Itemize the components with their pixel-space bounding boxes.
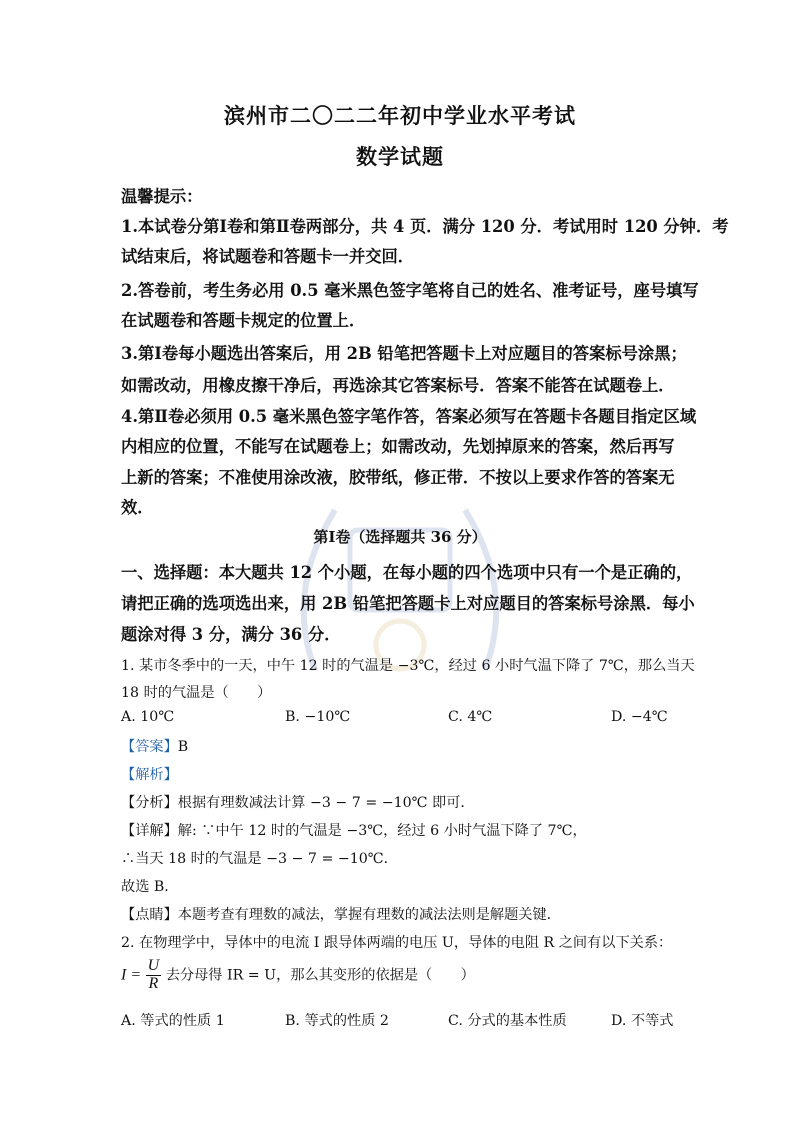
notice-line: 效． xyxy=(121,498,154,517)
q1-comment xyxy=(121,904,561,924)
q1-detail xyxy=(121,820,587,840)
notice-line: 1.本试卷分第Ⅰ卷和第Ⅱ卷两部分，共 4 页．满分 120 分．考试用时 120 分钟．考 xyxy=(121,217,729,236)
exam-title: 滨州市二〇二二年初中学业水平考试 xyxy=(224,103,576,128)
fraction-numerator: U xyxy=(147,957,160,974)
q2-option-c: C. 分式的基本性质 xyxy=(448,1013,567,1029)
comment-text: 本题考查有理数的减法，掌握有理数的减法法则是解题关键． xyxy=(177,907,561,923)
q1-stem: 18 时的气温是（ ） xyxy=(121,685,272,701)
answer-value: B xyxy=(177,739,189,755)
q2-stem: 2. 在物理学中，导体中的电流 I 跟导体两端的电压 U，导体的电阻 R 之间有以下关系： xyxy=(121,935,673,951)
notice-line: 2.答卷前，考生务必用 0.5 毫米黑色签字笔将自己的姓名、准考证号，座号填写 xyxy=(121,281,699,300)
notice-line: 在试题卷和答题卡规定的位置上． xyxy=(121,311,366,330)
fraction xyxy=(146,958,162,993)
notice-line: 4.第Ⅱ卷必须用 0.5 毫米黑色签字笔作答，答案必须写在答题卡各题目指定区域 xyxy=(121,407,697,426)
notice-line: 如需改动，用橡皮擦干净后，再选涂其它答案标号．答案不能答在试题卷上． xyxy=(121,376,675,395)
notice-line: 上新的答案；不准使用涂改液，胶带纸，修正带．不按以上要求作答的答案无 xyxy=(121,468,675,487)
comment-tag: 【点睛】 xyxy=(121,907,178,923)
notice-line: 3.第Ⅰ卷每小题选出答案后，用 2B 铅笔把答题卡上对应题目的答案标号涂黑； xyxy=(121,344,687,363)
q1-therefore: ∴当天 18 时的气温是 −3 − 7 = −10℃． xyxy=(121,851,398,867)
q1-option-c: C. 4℃ xyxy=(448,709,493,725)
fraction-denominator: R xyxy=(148,974,159,992)
notice-heading: 温馨提示： xyxy=(121,187,203,206)
section-intro: 题涂对得 3 分，满分 36 分． xyxy=(121,625,341,644)
q2-option-b: B. 等式的性质 2 xyxy=(285,1013,389,1029)
section-title: 第Ⅰ卷（选择题共 36 分） xyxy=(313,528,487,546)
answer-tag: 【答案】 xyxy=(121,739,178,755)
analysis-tag: 【解析】 xyxy=(121,767,178,783)
q1-option-a: A. 10℃ xyxy=(121,709,175,725)
fenxi-tag: 【分析】 xyxy=(121,795,178,811)
formula-lhs: I = xyxy=(121,966,142,984)
notice-line: 内相应的位置，不能写在试题卷上；如需改动，先划掉原来的答案，然后再写 xyxy=(121,437,675,456)
q2-stem2: 去分母得 IR = U，那么其变形的依据是（ ） xyxy=(165,967,475,984)
q1-analysis xyxy=(121,792,475,812)
section-intro: 请把正确的选项选出来，用 2B 铅笔把答题卡上对应题目的答案标号涂黑．每小 xyxy=(121,594,695,613)
detail-tag: 【详解】 xyxy=(121,823,178,839)
q1-stem: 1. 某市冬季中的一天，中午 12 时的气温是 −3℃，经过 6 小时气温下降了 7℃，那么当天 xyxy=(121,658,695,674)
q1-answer xyxy=(121,736,188,756)
exam-subtitle: 数学试题 xyxy=(356,144,444,169)
q1-option-d: D. −4℃ xyxy=(611,709,668,725)
detail-text: 解: ∵中午 12 时的气温是 −3℃，经过 6 小时气温下降了 7℃， xyxy=(177,823,587,839)
fenxi-text: 根据有理数减法计算 −3 − 7 = −10℃ 即可． xyxy=(177,795,475,811)
q2-formula xyxy=(121,958,475,993)
q2-option-a: A. 等式的性质 1 xyxy=(121,1013,225,1029)
q1-option-b: B. −10℃ xyxy=(285,709,351,725)
section-intro: 一、选择题：本大题共 12 个小题，在每小题的四个选项中只有一个是正确的， xyxy=(121,563,693,582)
q1-choose: 故选 B． xyxy=(121,879,179,895)
q2-option-d: D. 不等式 xyxy=(611,1013,674,1029)
notice-line: 试结束后，将试题卷和答题卡一并交回． xyxy=(121,247,415,266)
